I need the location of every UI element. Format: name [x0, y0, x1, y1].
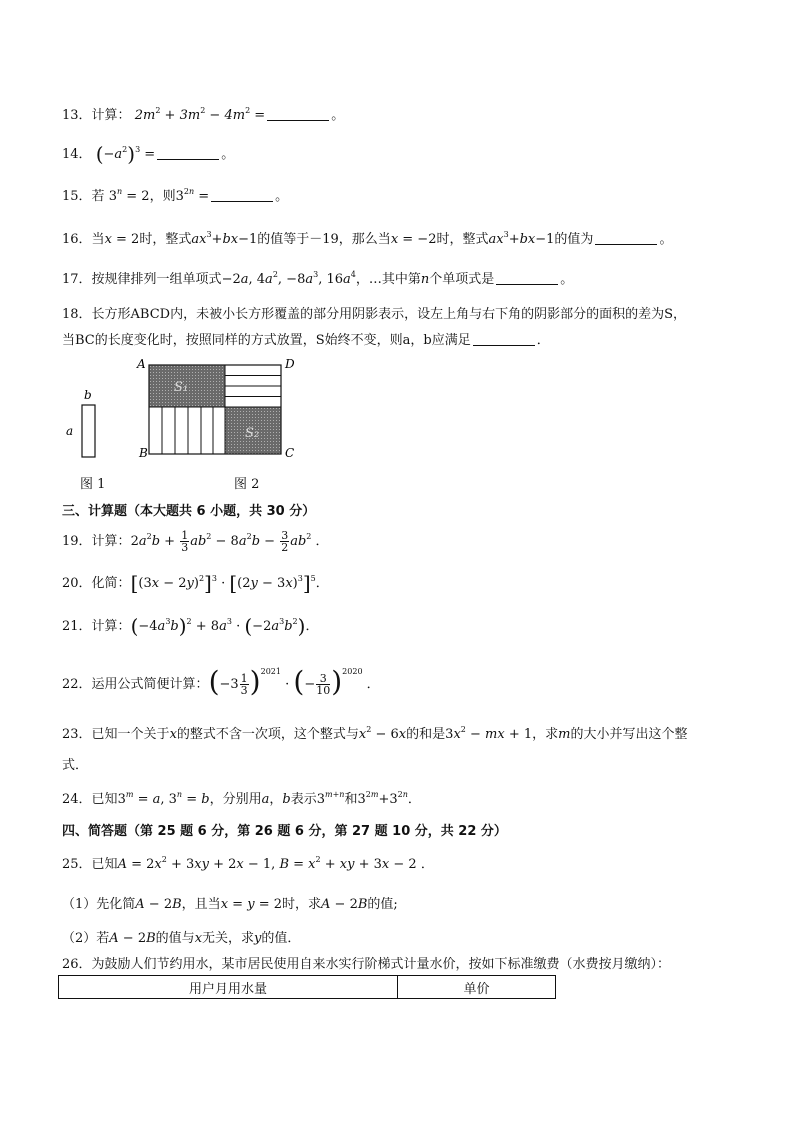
question-20: 20．化简：$[(3x - 2y)^2]^3 \cdot [(2y - 3x)^3]^5$．	[62, 571, 329, 595]
question-15: 15．若 3$^n$ = 2，则$3^{2n}$ = 。	[62, 187, 289, 204]
figure-2-caption: 图 2	[234, 477, 260, 492]
question-21: 21．计算：$(-4a^3b)^2 + 8a^3 \cdot (-2a^3b^2)$．	[62, 614, 319, 638]
small-rectangle	[82, 405, 95, 457]
corner-b: B	[139, 446, 148, 460]
question-17: 17．按规律排列一组单项式−2a, $4a^2$, $-8a^3$, $16a^4$，…其中第n个单项式是 。	[62, 270, 574, 287]
answer-blank	[267, 119, 329, 121]
section-4-heading: 四、简答题（第 25 题 6 分，第 26 题 6 分，第 27 题 10 分，共 22 分）	[62, 824, 507, 839]
question-18: 18．长方形ABCD内，未被小长方形覆盖的部分用阴影表示，设左上角与右下角的阴影部分的面积的差为S，	[62, 307, 687, 322]
question-18-line2: 当BC的长度变化时，按照同样的方式放置，S始终不变，则a，b应满足 ．	[62, 333, 550, 348]
table-header-row	[59, 976, 556, 999]
answer-blank	[211, 200, 273, 202]
question-23: 23．已知一个关于x的整式不含一次项，这个整式与$x^2 - 6x$的和是$3x^2$ − mx + 1，求m的大小并写出这个整	[62, 725, 688, 742]
question-25-part-1: （1）先化简A − 2B，且当x = y = 2时，求A − 2B的值;	[62, 897, 398, 912]
table-header-price: 单价	[398, 976, 556, 999]
answer-blank	[496, 283, 558, 285]
table-header-usage: 用户月用水量	[59, 976, 398, 999]
corner-d: D	[285, 357, 295, 371]
label-s2: S₂	[245, 426, 260, 441]
question-24: 24．已知$3^m = a$, $3^n = b$，分别用a，b表示$3^{m+n}$和$3^{2m}+3^{2n}$．	[62, 790, 421, 807]
question-23-line2: 式．	[62, 758, 89, 773]
section-3-heading: 三、计算题（本大题共 6 小题，共 30 分）	[62, 504, 316, 519]
answer-blank	[595, 243, 657, 245]
question-13: 13．计算： $2m^2 + 3m^2 - 4m^2$ = 。	[62, 106, 345, 123]
label-a: a	[66, 424, 74, 438]
q14-expression: $(-a^2)^3$ =	[95, 142, 156, 166]
question-14: 14． $(-a^2)^3$ = 。	[62, 142, 235, 166]
corner-c: C	[285, 446, 295, 460]
figure-1	[60, 385, 110, 460]
corner-a: A	[137, 357, 146, 371]
answer-blank	[157, 158, 219, 160]
question-25: 25．已知$A = 2x^2 + 3xy + 2x - 1$, $B = x^2$ + xy + 3x − 2 ．	[62, 855, 434, 872]
question-19: 19．计算：$2a^2b$ + $\frac{1}{3}$ $ab^2 - 8a^2b$ − $\frac{3}{2}$ $ab^2$ ．	[62, 529, 329, 554]
figure-2	[132, 354, 302, 464]
question-25-part-2: （2）若A − 2B的值与x无关，求y的值．	[62, 931, 301, 946]
question-22: 22．运用公式简便计算：(−3 $\frac{1}{3}$ )$^{2021}$ · (− $\frac{3}{10}$ )$^{2020}$ ．	[62, 665, 380, 698]
question-26: 26．为鼓励人们节约用水，某市居民使用自来水实行阶梯式计量水价，按如下标准缴费（水费按月缴纳）：	[62, 957, 671, 972]
figure-1-caption: 图 1	[80, 477, 106, 492]
answer-blank	[473, 344, 535, 346]
label-b: b	[84, 388, 92, 402]
q13-expression: $2m^2 + 3m^2 - 4m^2$ =	[134, 106, 266, 123]
water-fee-table	[58, 975, 556, 999]
question-16: 16．当x = 2时，整式$ax^3+bx-1$的值等于－19，那么当x = −2时，整式$ax^3+bx-1$的值为 。	[62, 230, 673, 247]
label-s1: S₁	[174, 380, 189, 395]
